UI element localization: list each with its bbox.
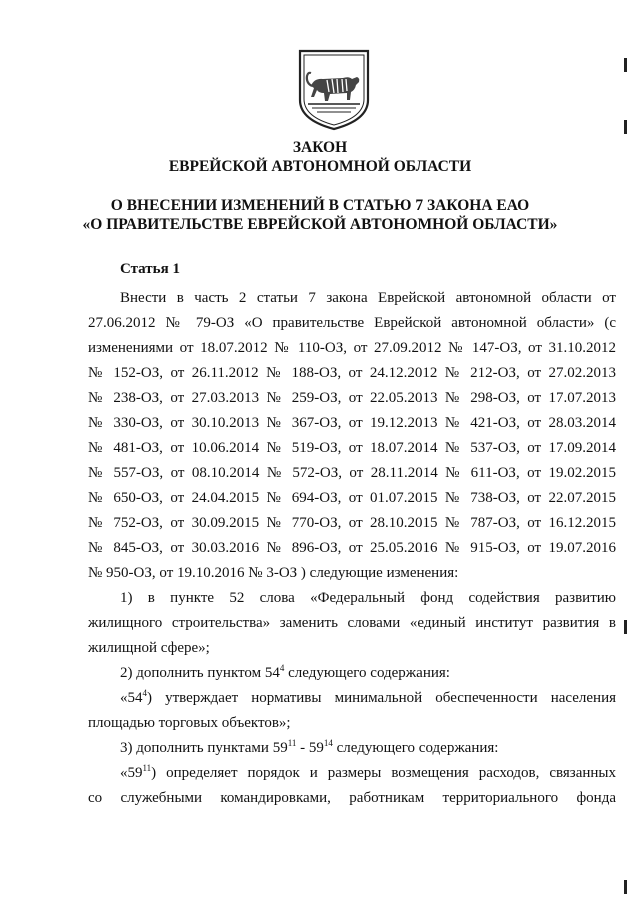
text-line: № 481-ОЗ, от 10.06.2014 № 519-ОЗ, от 18.07.2014 № 537-ОЗ, от 17.09.2014: [88, 440, 616, 456]
text-line: изменениями от 18.07.2012 № 110-ОЗ, от 27.09.2012 № 147-ОЗ, от 31.10.2012: [88, 340, 616, 356]
item-3-quote-line: «$59^{11}$) определяет порядок и размеры возмещения расходов, связанных: [120, 763, 616, 781]
text-line: 27.06.2012 № 79-ОЗ «О правительстве Еврейской автономной области» (с: [88, 315, 616, 331]
region-name: ЕВРЕЙСКОЙ АВТОНОМНОЙ ОБЛАСТИ: [168, 158, 472, 175]
text-line: № 238-ОЗ, от 27.03.2013 № 259-ОЗ, от 22.05.2013 № 298-ОЗ, от 17.07.2013: [88, 390, 616, 406]
item-3-line: 3) дополнить пунктами $59^{11} - 59^{14}$ следующего содержания:: [120, 738, 499, 756]
text-line: № 845-ОЗ, от 30.03.2016 № 896-ОЗ, от 25.05.2016 № 915-ОЗ, от 19.07.2016: [88, 540, 616, 556]
item-2-line: 2) дополнить пунктом $54^4$ следующего содержания:: [120, 663, 450, 681]
text-line: Внести в часть 2 статьи 7 закона Еврейской автономной области от: [120, 290, 616, 306]
subject-line-2: «О ПРАВИТЕЛЬСТВЕ ЕВРЕЙСКОЙ АВТОНОМНОЙ ОБЛАСТИ»: [82, 216, 558, 233]
scan-edge-mark: [624, 58, 627, 72]
subject-line-1: О ВНЕСЕНИИ ИЗМЕНЕНИЙ В СТАТЬЮ 7 ЗАКОНА ЕАО: [110, 197, 530, 214]
scan-edge-mark: [624, 120, 627, 134]
text-line: № 650-ОЗ, от 24.04.2015 № 694-ОЗ, от 01.07.2015 № 738-ОЗ, от 22.07.2015: [88, 490, 616, 506]
text-line: № 557-ОЗ, от 08.10.2014 № 572-ОЗ, от 28.11.2014 № 611-ОЗ, от 19.02.2015: [88, 465, 616, 481]
scan-edge-mark: [624, 620, 627, 634]
text-line: № 330-ОЗ, от 30.10.2013 № 367-ОЗ, от 19.12.2013 № 421-ОЗ, от 28.03.2014: [88, 415, 616, 431]
text-line: № 752-ОЗ, от 30.09.2015 № 770-ОЗ, от 28.10.2015 № 787-ОЗ, от 16.12.2015: [88, 515, 616, 531]
item-3-quote-line: со служебными командировками, работникам территориального фонда: [88, 790, 616, 806]
scan-edge-mark: [624, 880, 627, 894]
item-1-line: жилищного строительства» заменить словами «единый институт развития в: [88, 615, 616, 631]
item-1-line: жилищной сфере»;: [88, 640, 210, 656]
text-line: № 152-ОЗ, от 26.11.2012 № 188-ОЗ, от 24.12.2012 № 212-ОЗ, от 27.02.2013: [88, 365, 616, 381]
law-title: ЗАКОН: [292, 139, 348, 156]
item-2-quote-line: площадью торговых объектов»;: [88, 715, 291, 731]
article-heading: Статья 1: [120, 261, 180, 277]
coat-of-arms-tiger-icon: [297, 48, 371, 132]
paragraph-amendments: [88, 286, 616, 811]
item-1-line: 1) в пункте 52 слова «Федеральный фонд содействия развитию: [120, 590, 616, 606]
item-2-quote-line: «$54^4$) утверждает нормативы минимальной обеспеченности населения: [120, 688, 616, 706]
text-line: № 950-ОЗ, от 19.10.2016 № 3-ОЗ ) следующие изменения:: [88, 565, 459, 581]
